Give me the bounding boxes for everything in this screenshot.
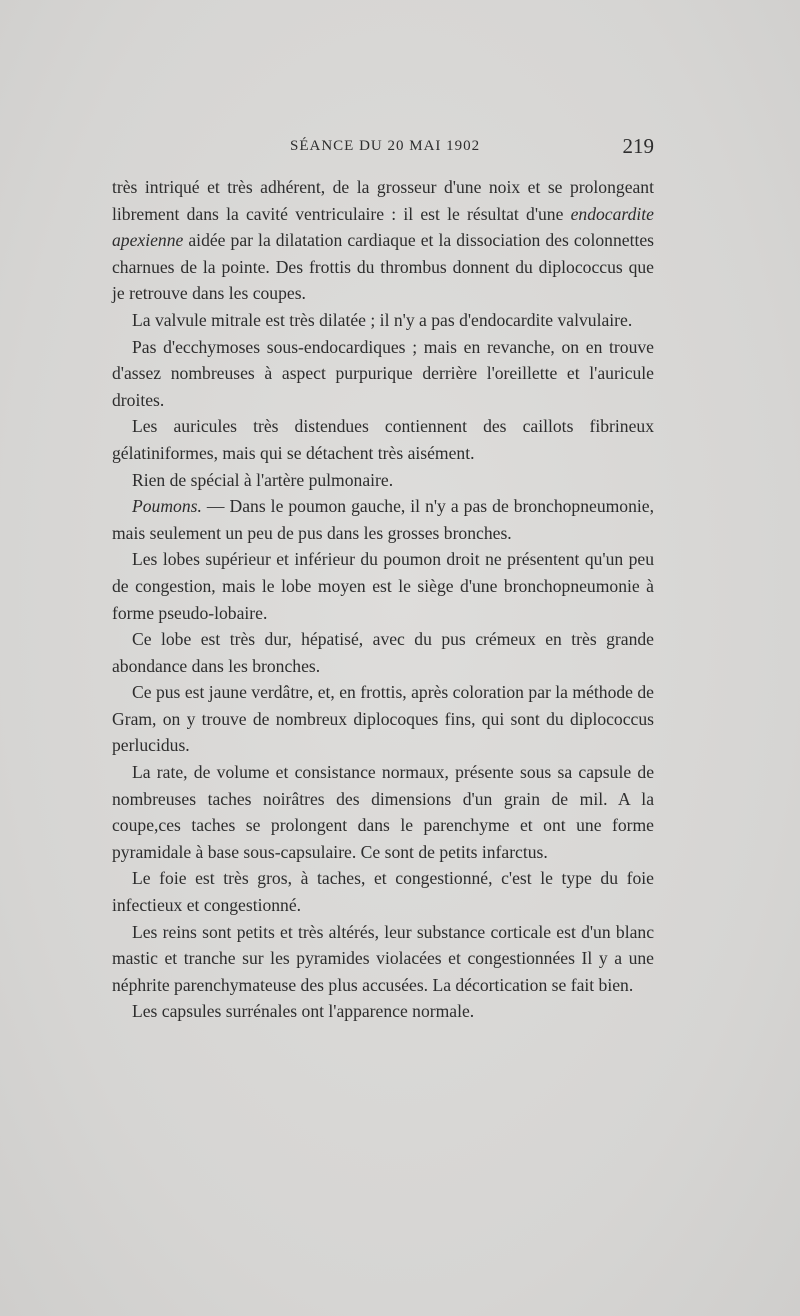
page-header bbox=[112, 134, 654, 164]
paragraph-5: Rien de spécial à l'artère pulmonaire. bbox=[132, 469, 394, 490]
paragraph-1-start: très intriqué et très adhérent, de la grosseur d'une noix et se prolongeant librement dans la cavité ventriculaire : il est le résultat d'une bbox=[112, 177, 654, 224]
paragraph-12: Les reins sont petits et très altérés, leur substance corticale est d'un blanc mastic et tranche sur les pyramides violacées et congestionnées Il y a une néphrite parenchymateuse des plus accusées. La décortication se fait bien. bbox=[112, 921, 654, 995]
paragraph-6 bbox=[112, 493, 654, 546]
running-head: SÉANCE DU 20 MAI 1902 bbox=[290, 138, 481, 154]
page-number: 219 bbox=[622, 134, 654, 158]
body-text bbox=[112, 174, 654, 1025]
paragraph-13: Les capsules surrénales ont l'apparence normale. bbox=[132, 1001, 475, 1022]
paragraph-10: La rate, de volume et consistance normaux, présente sous sa capsule de nombreuses taches noirâtres des dimensions d'un grain de mil. A la coupe,ces taches se prolongent dans le parenchyme et ont une forme pyramidale à base sous-capsulaire. Ce sont de petits infarctus. bbox=[112, 762, 654, 862]
paragraph-8: Ce lobe est très dur, hépatisé, avec du pus crémeux en très grande abondance dans les bronches. bbox=[112, 629, 654, 676]
paragraph-1 bbox=[112, 174, 654, 307]
paragraph-11: Le foie est très gros, à taches, et congestionné, c'est le type du foie infectieux et congestionné. bbox=[112, 868, 654, 916]
paragraph-4: Les auricules très distendues contiennent des caillots fibrineux gélatiniformes, mais qui se détachent très aisément. bbox=[112, 416, 654, 463]
paragraph-3: Pas d'ecchymoses sous-endocardiques ; mais en revanche, on en trouve d'assez nombreuses à aspect purpurique derrière l'oreillette et l'auricule droites. bbox=[112, 336, 654, 410]
paragraph-9: Ce pus est jaune verdâtre, et, en frottis, après coloration par la méthode de Gram, on y trouve de nombreux diplocoques fins, qui sont du diplococcus perlucidus. bbox=[112, 682, 654, 756]
paragraph-6-italic: Poumons. bbox=[132, 496, 202, 517]
paragraph-7: Les lobes supérieur et inférieur du poumon droit ne présentent qu'un peu de congestion, mais le lobe moyen est le siège d'une bronchopneumonie à forme pseudo-lobaire. bbox=[112, 549, 654, 623]
paragraph-1-end: aidée par la dilatation cardiaque et la dissociation des colonnettes charnues de la pointe. Des frottis du thrombus donnent du diplococcus que je retrouve dans les coupes. bbox=[112, 230, 654, 304]
paragraph-6-text: — Dans le poumon gauche, il n'y a pas de bronchopneumonie, mais seulement un peu de pus dans les grosses bronches. bbox=[112, 496, 654, 543]
paragraph-2: La valvule mitrale est très dilatée ; il n'y a pas d'endocardite valvulaire. bbox=[132, 309, 633, 330]
paragraph-1-italic: endocardite apexienne bbox=[112, 203, 654, 251]
